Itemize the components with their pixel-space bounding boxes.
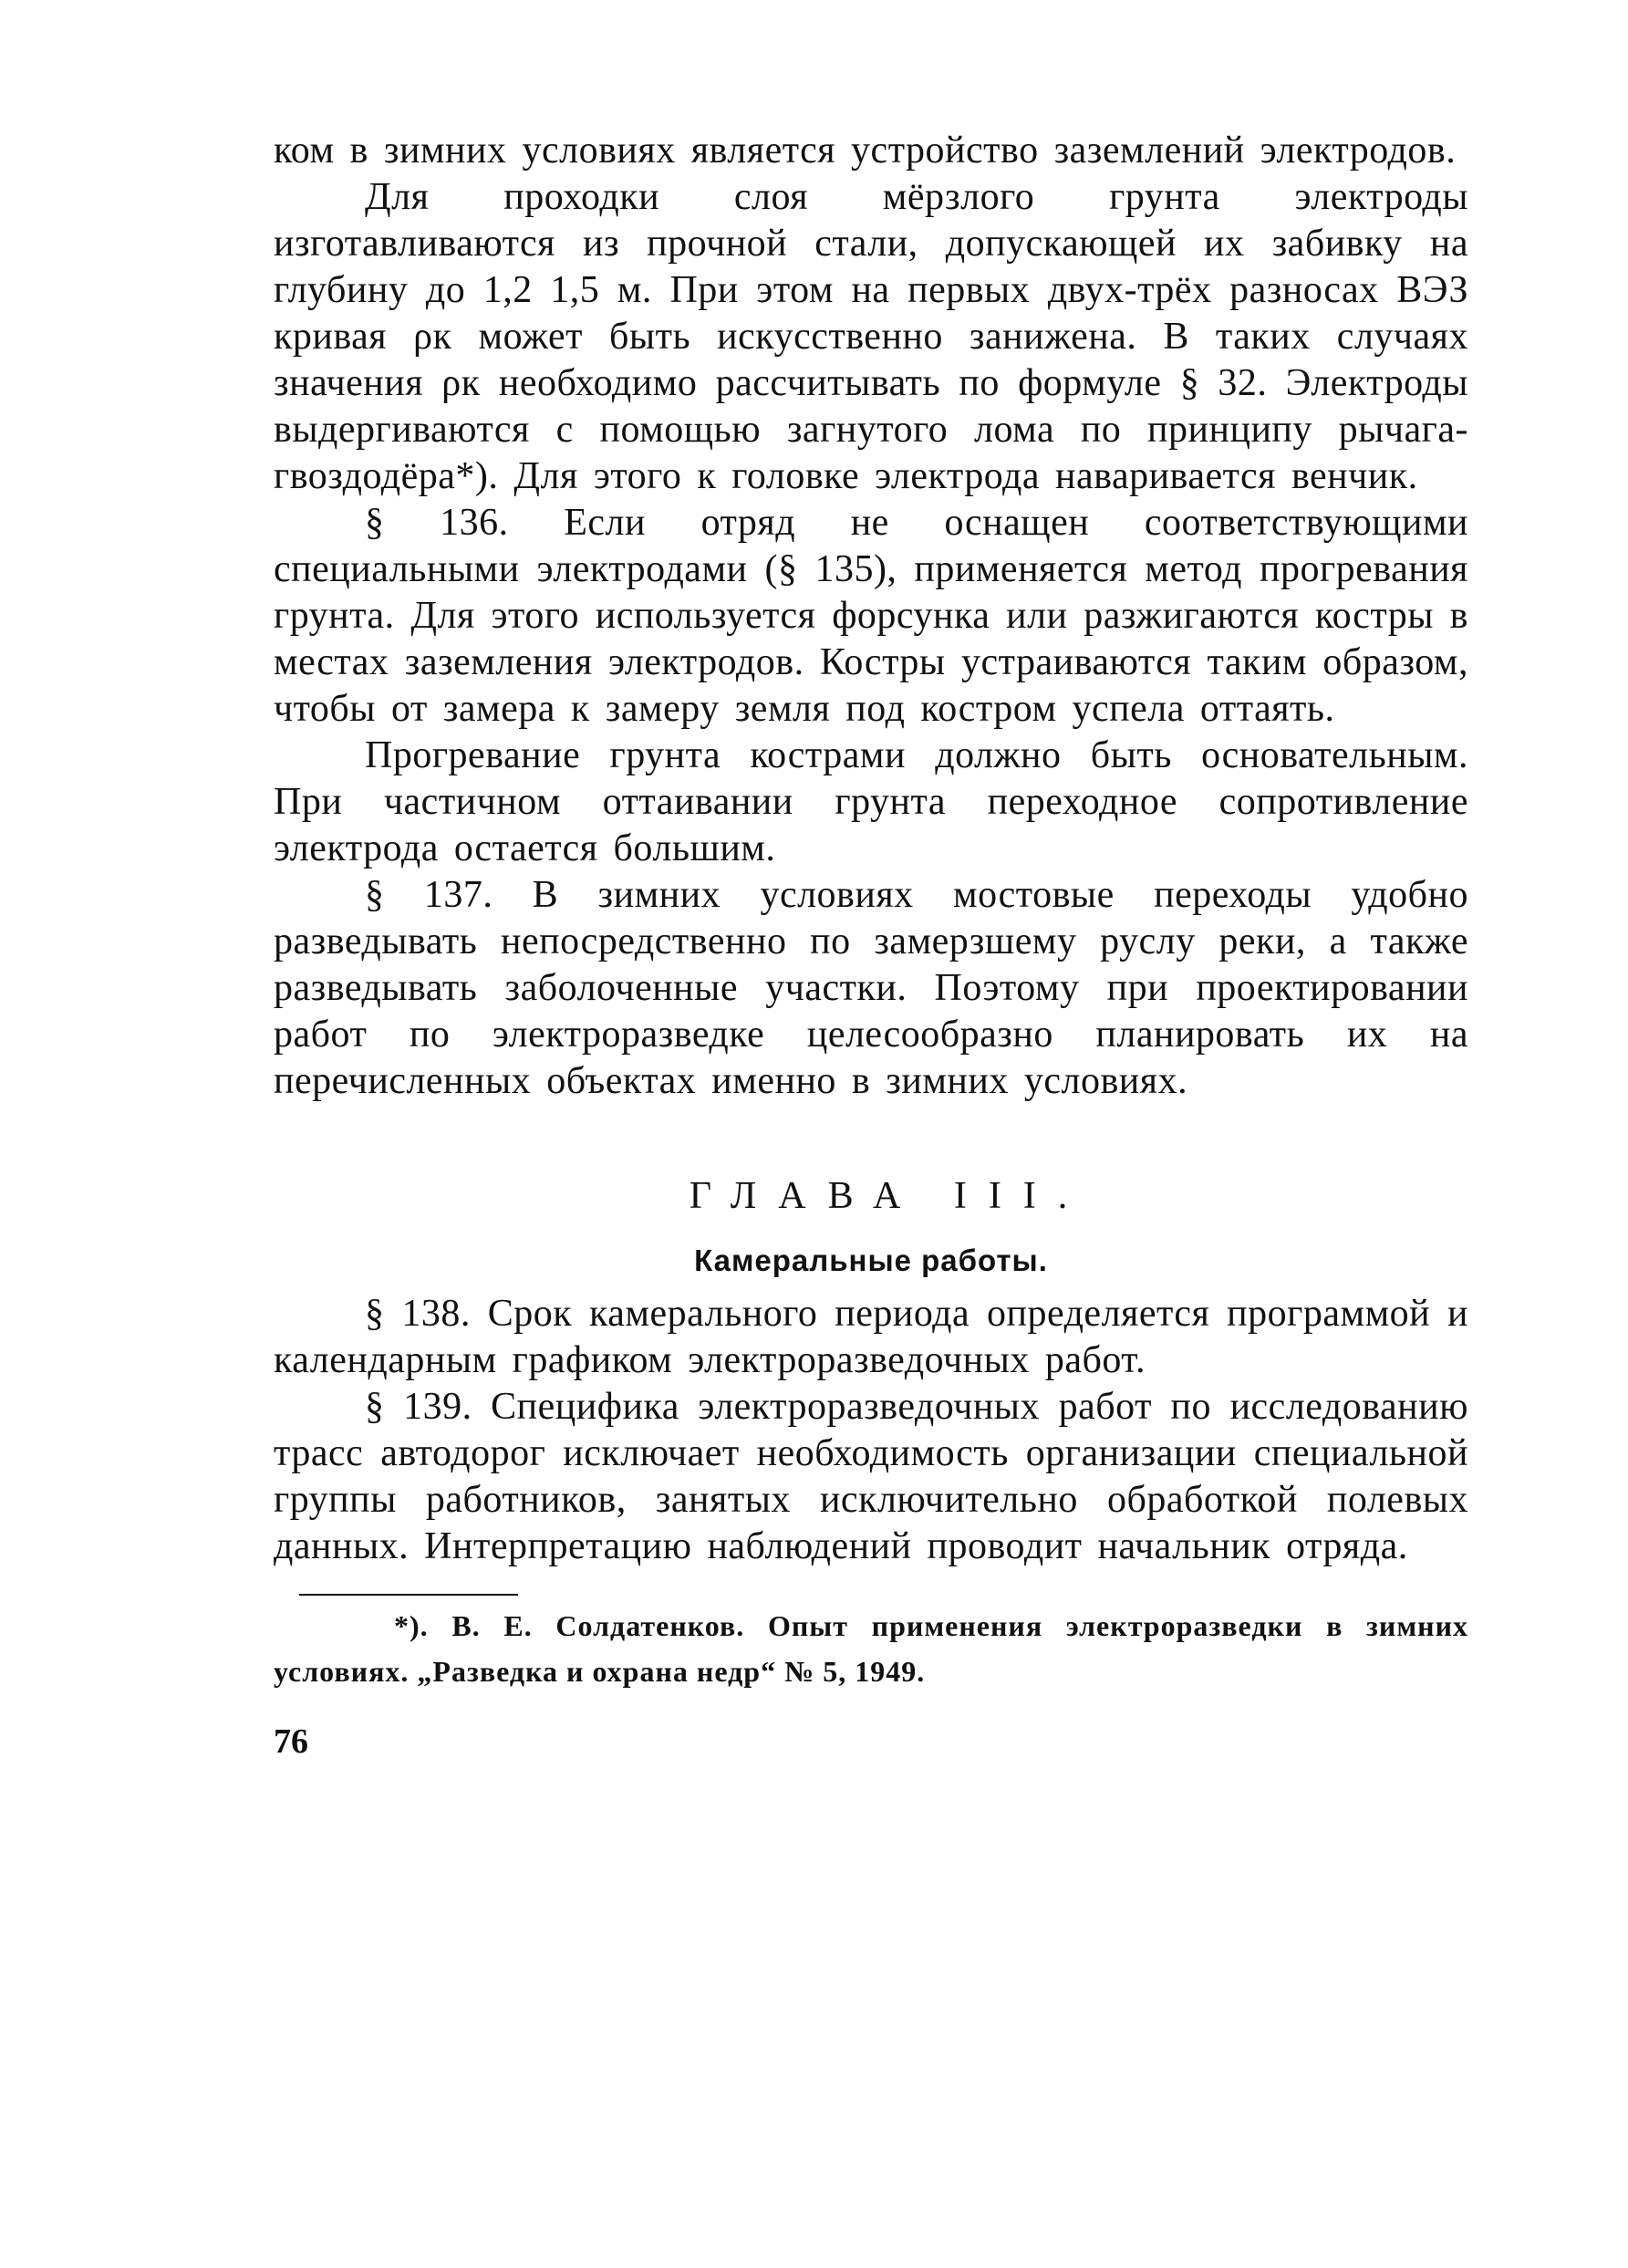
paragraph-section-137: § 137. В зимних условиях мостовые переходы удобно разведывать непосредственно по замерзшему руслу реки, а также разведывать заболоченные участки. Поэтому при проектировании работ по электроразведке целесообразно планировать их на перечисленных объектах именно в зимних условиях. (274, 874, 1468, 1102)
chapter-heading: ГЛАВА III. (689, 1175, 1090, 1217)
paragraph-frozen-ground-electrodes: Для проходки слоя мёрзлого грунта электроды изготавливаются из прочной стали, допускающей их забивку на глубину до 1,2 1,5 м. При этом на первых двух-трёх разносах ВЭЗ кривая ρк может быть искусственно занижена. В таких случаях значения ρк необходимо рассчитывать по формуле § 32. Электроды выдергиваются с помощью загнутого лома по принципу рычага-гвоздодёра*). Для этого к головке электрода наваривается венчик. (274, 176, 1468, 497)
paragraph-ground-heating: Прогревание грунта кострами должно быть основательным. При частичном оттаивании грунта переходное сопротивление электрода остается большим. (274, 734, 1468, 869)
footnote-divider (299, 1594, 518, 1596)
page-number: 76 (274, 1722, 308, 1761)
paragraph-continuation: ком в зимних условиях является устройство заземлений электродов. (274, 130, 1457, 172)
chapter-title: Камеральные работы. (694, 1243, 1048, 1277)
footnote: *). В. Е. Солдатенков. Опыт применения электроразведки в зимних условиях. „Разведка и охрана недр“ № 5, 1949. (274, 1609, 1468, 1688)
paragraph-section-138: § 138. Срок камерального периода определяется программой и календарным графиком электроразведочных работ. (274, 1293, 1468, 1381)
document-page (274, 128, 1468, 1762)
paragraph-section-139: § 139. Специфика электроразведочных работ по исследованию трасс автодорог исключает необходимость организации специальной группы работников, занятых исключительно обработкой полевых данных. Интерпретацию наблюдений проводит начальник отряда. (274, 1386, 1468, 1567)
paragraph-section-136: § 136. Если отряд не оснащен соответствующими специальными электродами (§ 135), применяется метод прогревания грунта. Для этого используется форсунка или разжигаются костры в местах заземления электродов. Костры устраиваются таким образом, чтобы от замера к замеру земля под костром успела оттаять. (274, 502, 1468, 730)
